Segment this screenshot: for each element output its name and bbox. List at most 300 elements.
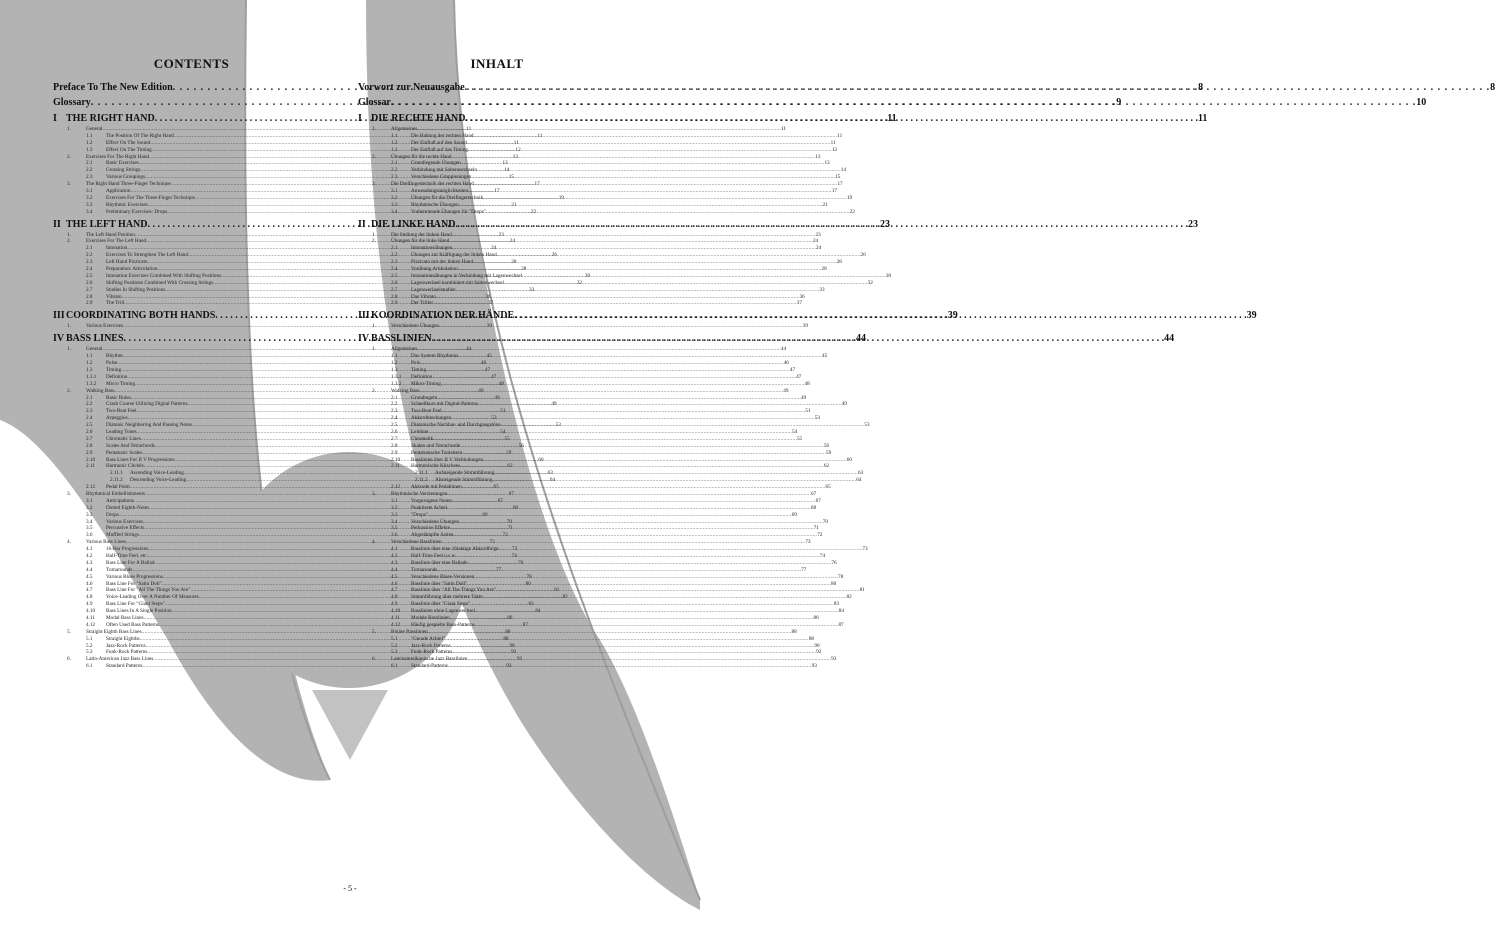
toc-leader-dots: [451, 643, 815, 650]
toc-entry: [358, 366, 796, 374]
toc-entry-number: 2.4: [391, 415, 398, 422]
toc-entry-number: 2.1: [391, 160, 398, 167]
toc-entry-title: Grundregeln: [411, 394, 438, 401]
toc-entry-number: 2.4: [391, 266, 398, 273]
toc-entry-number: 1.1: [391, 132, 398, 139]
toc-entry-title: Basslinie über "Satin Doll": [411, 580, 468, 587]
toc-entry-page: 11: [887, 113, 897, 124]
toc-entry-title: The Left Hand Position: [86, 231, 135, 238]
toc-leader-dots: [450, 525, 814, 532]
toc-entry-title: Akkordbrechungen: [411, 415, 452, 422]
toc-entry-number: 1.: [67, 231, 71, 238]
toc-entry-page: 21: [822, 201, 828, 208]
toc-entry-number: 1.3: [391, 366, 398, 373]
toc-entry: [358, 497, 821, 505]
toc-leader-dots: [459, 202, 823, 209]
toc-entry-page: 47: [484, 366, 491, 373]
toc-entry-page: 24: [815, 245, 822, 252]
toc-entry-title: Vorwort zur Neuausgabe: [358, 82, 465, 93]
toc-entry: [358, 95, 1427, 110]
toc-entry-number: 2.7: [86, 286, 93, 293]
toc-entry-title: "Drops": [411, 511, 428, 518]
toc-entry-title: Two-Beat Feel: [411, 408, 442, 415]
toc-entry-title: Rhythmic Exercises: [106, 201, 148, 208]
toc-leader-dots: [452, 154, 816, 161]
toc-entry-title: Pizzicato mit der linken Hand: [411, 259, 473, 266]
toc-entry-title: Häufig gespielte Bass-Patterns: [411, 621, 475, 628]
toc-entry-title: Bass Lines In A Single Position: [106, 608, 172, 615]
toc-entry-number: 3.2: [391, 504, 398, 511]
toc-entry-page: 93: [517, 656, 523, 663]
toc-entry-page: 53: [864, 422, 870, 429]
toc-entry-page: 19: [558, 194, 564, 201]
toc-entry: [358, 477, 862, 484]
toc-entry-page: 90: [814, 642, 820, 649]
toc-entry-number: 3.6: [86, 532, 93, 539]
toc-entry: [358, 628, 797, 636]
toc-entry-title: "Gerade Achtel": [411, 635, 446, 642]
toc-entry-page: 28: [511, 259, 517, 266]
toc-leader-dots: [437, 567, 801, 574]
toc-entry-number: 2.: [67, 238, 71, 245]
toc-entry: [358, 373, 802, 381]
toc-entry-title: Timing: [411, 366, 427, 373]
toc-entry: [358, 601, 840, 608]
toc-leader-dots: [483, 195, 847, 202]
toc-entry-page: 21: [511, 201, 517, 208]
toc-entry-page: 72: [817, 532, 823, 539]
toc-entry: [53, 663, 512, 670]
toc-entry-title: Basslinie über eine 16taktige Akkordfolge: [411, 546, 499, 553]
toc-entry-page: 81: [554, 587, 560, 594]
toc-entry-title: Verschiedene Basslinien: [391, 539, 442, 546]
toc-entry: [358, 394, 807, 402]
toc-entry-number: 1.1: [86, 132, 93, 139]
toc-entry-title: Vorbereitende Übungen für "Drops": [411, 208, 486, 215]
toc-entry-title: The Trill: [106, 300, 125, 307]
toc-entries-german: [358, 80, 1495, 670]
toc-entry-number: 4.2: [86, 552, 93, 559]
toc-entry-title: Walking Bass: [391, 387, 420, 394]
toc-entry-title: Basslinie über "All The Things You Are": [411, 587, 496, 594]
toc-entry-page: 37: [796, 300, 802, 307]
toc-entry: [53, 408, 506, 415]
toc-entry-number: 2.: [372, 153, 376, 160]
toc-entry-title: Half-Time Feel, etc.: [106, 552, 148, 559]
toc-entry-page: 59: [826, 449, 832, 456]
toc-entry-number: 1.3: [391, 146, 398, 153]
toc-entry-title: Übungen für die Dreifingertechnik: [411, 194, 484, 201]
toc-entry-number: 2.7: [391, 435, 398, 442]
toc-entry-number: 2.: [372, 387, 376, 394]
toc-entry-number: 2.5: [391, 272, 398, 279]
toc-entry-number: 3.3: [86, 511, 93, 518]
toc-entry-number: 5.3: [86, 649, 93, 656]
toc-entry: [358, 484, 831, 491]
toc-entry-title: Standard Patterns: [106, 663, 143, 670]
toc-entry-number: 4.4: [86, 566, 93, 573]
toc-entry-title: Funk-Rock Patterns: [106, 649, 148, 656]
toc-entry-number: 2.2: [86, 401, 93, 408]
toc-entry-page: 70: [822, 518, 828, 525]
toc-entry: [358, 139, 836, 147]
toc-entry-page: 51: [805, 408, 811, 415]
toc-entry-number: 5.2: [391, 642, 398, 649]
toc-entry-page: 22: [849, 208, 855, 215]
toc-leader-dots: [468, 188, 832, 195]
inhalt-title: INHALT: [470, 56, 524, 71]
toc-entry: [358, 252, 866, 259]
toc-entry-title: Chromatic Lines: [106, 435, 141, 442]
toc-entry-page: 49: [551, 401, 557, 408]
toc-entry-title: Diatonische Nachbar- und Durchgangstöne: [411, 422, 501, 429]
toc-entry: [358, 218, 1198, 232]
toc-entry-number: 3.5: [391, 525, 398, 532]
toc-entry-number: 2.12: [391, 484, 401, 491]
toc-entry: [358, 126, 786, 133]
toc-entry-number: 3.4: [86, 208, 93, 215]
toc-entry-page: 53: [491, 415, 497, 422]
toc-entry-number: 1.: [372, 231, 376, 238]
toc-entry-title: Akkorde mit Pedaltönen: [411, 484, 462, 491]
toc-entry-number: 2.10: [86, 456, 96, 463]
toc-entry-page: 32: [576, 279, 582, 286]
toc-entry-page: 12: [515, 146, 521, 153]
toc-entry-title: Various Bass Lines: [86, 539, 126, 546]
toc-entry: [358, 470, 864, 477]
toc-entry-page: 15: [835, 174, 841, 181]
toc-entry: [358, 449, 832, 457]
toc-entry-number: 2.5: [86, 272, 93, 279]
toc-entry-number: 2.11: [391, 463, 400, 470]
toc-entry-page: 11: [1197, 113, 1208, 124]
toc-entry-number: 3.6: [391, 532, 398, 539]
toc-entry-page: 80: [831, 580, 837, 587]
toc-entry-number: 4.5: [86, 573, 93, 580]
toc-entry-page: 88: [505, 628, 511, 635]
toc-entry-page: 74: [819, 552, 826, 559]
toc-entry-page: 39: [1246, 310, 1257, 322]
toc-entry-page: 44: [780, 346, 787, 353]
toc-entry-page: 17: [831, 188, 837, 195]
toc-entry-page: 88: [503, 635, 509, 642]
toc-entry-number: 2.6: [391, 428, 398, 435]
toc-entry: [358, 380, 810, 388]
toc-entry-title: Basslinien ohne Lagenwechsel: [411, 608, 475, 615]
toc-entry-page: 44: [856, 333, 867, 345]
toc-entry-title: Lagenwechsel kombiniert mit Saitenwechsel: [411, 279, 504, 286]
contents-title: CONTENTS: [153, 56, 230, 71]
toc-entry-number: 2.3: [86, 408, 93, 415]
toc-entry-number: 1.: [372, 346, 376, 353]
toc-entry-number: 3.2: [86, 504, 93, 511]
toc-entry-page: 53: [814, 415, 820, 422]
toc-entry: [358, 435, 803, 443]
toc-entry-page: 69: [791, 511, 797, 518]
toc-entry-number: 5.3: [391, 649, 398, 656]
toc-entry: [358, 504, 817, 512]
toc-entry-page: 63: [547, 470, 553, 477]
toc-entry-page: 13: [824, 160, 830, 167]
toc-leader-dots: [391, 95, 1417, 110]
page-number: - 5 -: [343, 884, 357, 893]
toc-entry: [358, 309, 1257, 323]
toc-entry: [358, 360, 789, 367]
toc-entry-number: II: [358, 218, 366, 230]
toc-entry-title: Exercises To Strengthen The Left Hand: [106, 252, 188, 259]
toc-entry-number: 2.2: [391, 252, 398, 259]
toc-entry-page: 28: [521, 266, 527, 273]
toc-entry-page: 15: [508, 174, 514, 181]
toc-entry-number: 2.8: [391, 442, 398, 449]
toc-entry-title: Basslinie über "Giant Steps": [411, 601, 471, 608]
toc-leader-dots: [478, 401, 842, 408]
toc-entry-page: 71: [813, 525, 819, 532]
toc-entry: [358, 580, 837, 588]
toc-entry-title: Allgemeines: [391, 126, 418, 132]
toc-leader-dots: [442, 408, 806, 415]
toc-entry: [358, 546, 868, 553]
toc-leader-dots: [439, 323, 803, 330]
toc-leader-dots: [456, 287, 820, 294]
toc-entry-title: Walking Bass: [86, 387, 115, 394]
toc-entry-title: Verschiedene Übungen: [391, 323, 439, 330]
toc-leader-dots: [436, 294, 800, 301]
toc-entry-page: 48: [498, 380, 504, 387]
toc-leader-dots: [451, 415, 815, 422]
toc-entry-title: Crash Course Utilizing Digital Patterns: [106, 401, 188, 408]
toc-entry-number: 4.7: [86, 587, 93, 594]
toc-entry-number: 5.: [67, 628, 71, 635]
toc-entry-title: Definition: [411, 373, 433, 380]
toc-entry-page: 54: [792, 428, 798, 435]
toc-entry-title: Die Dreifingertechnik der rechten Hand: [391, 181, 474, 188]
toc-entry-number: II: [53, 218, 61, 230]
toc-leader-dots: [417, 126, 781, 133]
toc-entry-number: 2.11.2: [415, 477, 428, 484]
toc-entry-page: 33: [819, 286, 825, 293]
toc-entry-title: Der Triller: [411, 300, 434, 307]
toc-entry-number: 3.3: [86, 201, 93, 208]
toc-entry-page: 44: [1164, 333, 1175, 345]
toc-entry: [53, 642, 515, 650]
toc-entry: [358, 293, 805, 301]
toc-entry-page: 62: [823, 463, 830, 470]
toc-entry-page: 9: [1116, 97, 1122, 108]
toc-entry-title: Pulse: [106, 360, 118, 367]
toc-entry-number: 3.1: [391, 188, 398, 195]
toc-leader-dots: [454, 532, 818, 539]
toc-entry-page: 28: [821, 266, 827, 273]
toc-entry-page: 24: [509, 238, 516, 245]
toc-entry-title: Bass Lines For II V Progressions: [106, 456, 175, 463]
toc-entry-number: 2.9: [86, 300, 93, 307]
toc-entry-number: 4.12: [86, 621, 96, 628]
toc-entry-page: 56: [823, 442, 830, 449]
toc-entry-page: 73: [805, 539, 811, 546]
toc-entry-page: 11: [537, 132, 543, 139]
toc-entry-number: 3.1: [391, 497, 398, 504]
toc-entry-page: 64: [856, 477, 862, 484]
toc-entry-number: 3.1: [86, 188, 93, 195]
toc-entry-title: Latin-American Jazz Bass Lines: [86, 656, 154, 663]
toc-entry: [358, 272, 892, 280]
toc-entry: [358, 146, 837, 154]
toc-entry-title: Basic Exercises: [106, 160, 139, 167]
toc-entry-number: 2.1: [391, 394, 398, 401]
toc-entry-page: 55: [796, 435, 803, 442]
toc-entry-title: Anwendungsmöglichkeiten: [411, 188, 469, 195]
toc-entry-title: Scales And Tetrachords: [106, 442, 155, 449]
toc-entry-title: Die Haltung der rechten Hand: [411, 132, 474, 139]
toc-entry: [358, 552, 826, 560]
toc-entry-number: III: [53, 310, 65, 322]
toc-entry-title: Die Stellung der linken Hand: [391, 231, 452, 238]
toc-entry-number: 2.6: [86, 279, 93, 286]
toc-entry-number: 2.6: [391, 279, 398, 286]
toc-entry-page: 54: [500, 428, 506, 435]
toc-entry-title: DIE LINKE HAND: [371, 218, 456, 230]
toc-leader-dots: [452, 649, 816, 656]
toc-entry-number: 6.1: [86, 663, 93, 670]
toc-leader-dots: [420, 360, 784, 367]
toc-entry-number: 1.1: [86, 353, 93, 360]
toc-entry-title: 16-Bar Progressions: [106, 546, 149, 553]
toc-leader-dots: [467, 140, 831, 147]
toc-entry-number: 1.2: [86, 139, 93, 146]
toc-entry-page: 39: [486, 323, 492, 330]
toc-leader-dots: [473, 259, 837, 266]
toc-entry-page: 26: [860, 252, 866, 259]
toc-entry-number: 2.4: [86, 415, 93, 422]
toc-entry-number: 4.10: [86, 608, 96, 615]
toc-entry-number: 4.3: [391, 559, 398, 566]
toc-entry-title: The Position Of The Right Hand: [106, 132, 174, 139]
toc-entry: [358, 245, 822, 252]
toc-entry-title: General: [86, 126, 103, 132]
toc-entry-title: Pentatonische Tonleitern: [411, 449, 463, 456]
toc-entry-number: 1.3.1: [391, 373, 402, 380]
toc-entry-page: 67: [508, 490, 514, 497]
toc-leader-dots: [474, 133, 838, 140]
toc-leader-dots: [475, 622, 839, 629]
toc-leader-dots: [417, 346, 781, 353]
toc-entry-title: Descending Voice-Leading: [130, 477, 187, 484]
toc-entry-number: 3.5: [86, 525, 93, 532]
toc-entry: [358, 132, 843, 140]
toc-entry-page: 11: [513, 139, 519, 146]
toc-entry-page: 76: [831, 559, 837, 566]
toc-entry-title: Various Blues Progressions: [106, 573, 163, 580]
toc-leader-dots: [450, 615, 814, 622]
toc-entry-number: 2.2: [86, 167, 93, 174]
toc-entry-page: 49: [800, 394, 807, 401]
toc-leader-dots: [471, 174, 835, 181]
toc-entry-number: 2.6: [86, 428, 93, 435]
toc-entry: [358, 559, 837, 567]
toc-entry-number: 2.3: [391, 259, 398, 266]
toc-entry-page: 17: [837, 181, 843, 188]
toc-entry: [358, 663, 817, 670]
toc-entry: [358, 649, 822, 656]
toc-entry-number: 1.3.2: [391, 380, 402, 387]
toc-entry-title: Verschiedene Übungen: [411, 518, 459, 525]
toc-entry-page: 69: [482, 511, 488, 518]
toc-entry: [358, 422, 870, 429]
toc-entry-title: Mikro-Timing: [411, 380, 441, 387]
toc-entry: [358, 286, 825, 294]
toc-leader-dots: [504, 280, 868, 287]
toc-entry-title: Two-Beat Feel: [106, 408, 137, 415]
toc-entry-number: 4.6: [391, 580, 398, 587]
toc-entry: [358, 181, 843, 188]
toc-entry-title: Intonation: [106, 245, 128, 252]
toc-leader-dots: [496, 587, 860, 594]
toc-entry-title: General: [86, 346, 103, 353]
toc-entry-page: 86: [813, 615, 819, 621]
toc-entry-number: 4.8: [86, 594, 93, 601]
toc-entry-number: 2.7: [391, 286, 398, 293]
toc-entry-title: Effect On The Timing: [106, 146, 152, 153]
toc-entry: [358, 160, 830, 167]
toc-entry-page: 72: [502, 532, 508, 539]
toc-entry-title: Anticipations: [106, 497, 134, 504]
toc-entry-page: 23: [880, 218, 890, 230]
toc-leader-dots: [428, 512, 792, 519]
toc-entry: [358, 642, 820, 650]
toc-entry-page: 49: [783, 387, 789, 394]
toc-entry-title: Voice-Leading Over A Number Of Measures: [106, 594, 199, 601]
toc-entry-number: 1.2: [86, 360, 93, 367]
toc-leader-dots: [433, 300, 797, 307]
toc-entry-number: 2.: [372, 238, 376, 245]
toc-entry-page: 88: [791, 628, 797, 635]
toc-entry-page: 60: [846, 456, 852, 463]
toc-entry-page: 60: [538, 456, 544, 463]
toc-entry-number: 4.2: [391, 552, 398, 559]
toc-entry-page: 86: [507, 615, 513, 621]
toc-leader-dots: [458, 353, 822, 360]
toc-entry-title: Various Exercises: [86, 323, 124, 330]
toc-entry-page: 17: [534, 181, 540, 188]
toc-entry-page: 36: [485, 293, 491, 300]
toc-entry-title: THE RIGHT HAND: [66, 113, 155, 124]
toc-entry-title: Intonation Exercises Combined With Shifting Positions: [106, 272, 222, 279]
toc-entry-title: Abgedämpfte Saiten: [411, 532, 454, 539]
toc-entry-number: I: [53, 113, 57, 124]
toc-entry-page: 11: [780, 126, 786, 132]
toc-entry-title: Bass Line For "All The Things You Are": [106, 587, 191, 594]
toc-leader-dots: [501, 422, 865, 429]
toc-entry-title: Percussive Effects: [106, 525, 145, 532]
toc-entry-page: 67: [497, 497, 503, 504]
toc-entry-title: DIE RECHTE HAND: [371, 113, 466, 124]
toc-entry-number: 2.2: [391, 401, 398, 408]
toc-entry-title: Definition: [106, 373, 128, 380]
toc-entry: [358, 259, 842, 266]
toc-leader-dots: [447, 491, 811, 498]
toc-entry-title: Der Einfluß auf das Timing: [411, 146, 469, 153]
toc-entry-number: 2.8: [86, 293, 93, 300]
toc-entry-page: 55: [504, 435, 510, 442]
toc-entry-title: Shifting Positions Combined With Crossing Strings: [106, 279, 214, 286]
toc-leader-dots: [497, 252, 861, 259]
toc-entry-title: Studies In Shifting Positions: [106, 286, 166, 293]
toc-entry-number: 4.9: [86, 601, 93, 608]
toc-entry-page: 12: [831, 146, 837, 153]
toc-entry-number: 1.2: [391, 360, 398, 367]
toc-entry-title: Jazz-Rock Patterns: [411, 642, 451, 649]
